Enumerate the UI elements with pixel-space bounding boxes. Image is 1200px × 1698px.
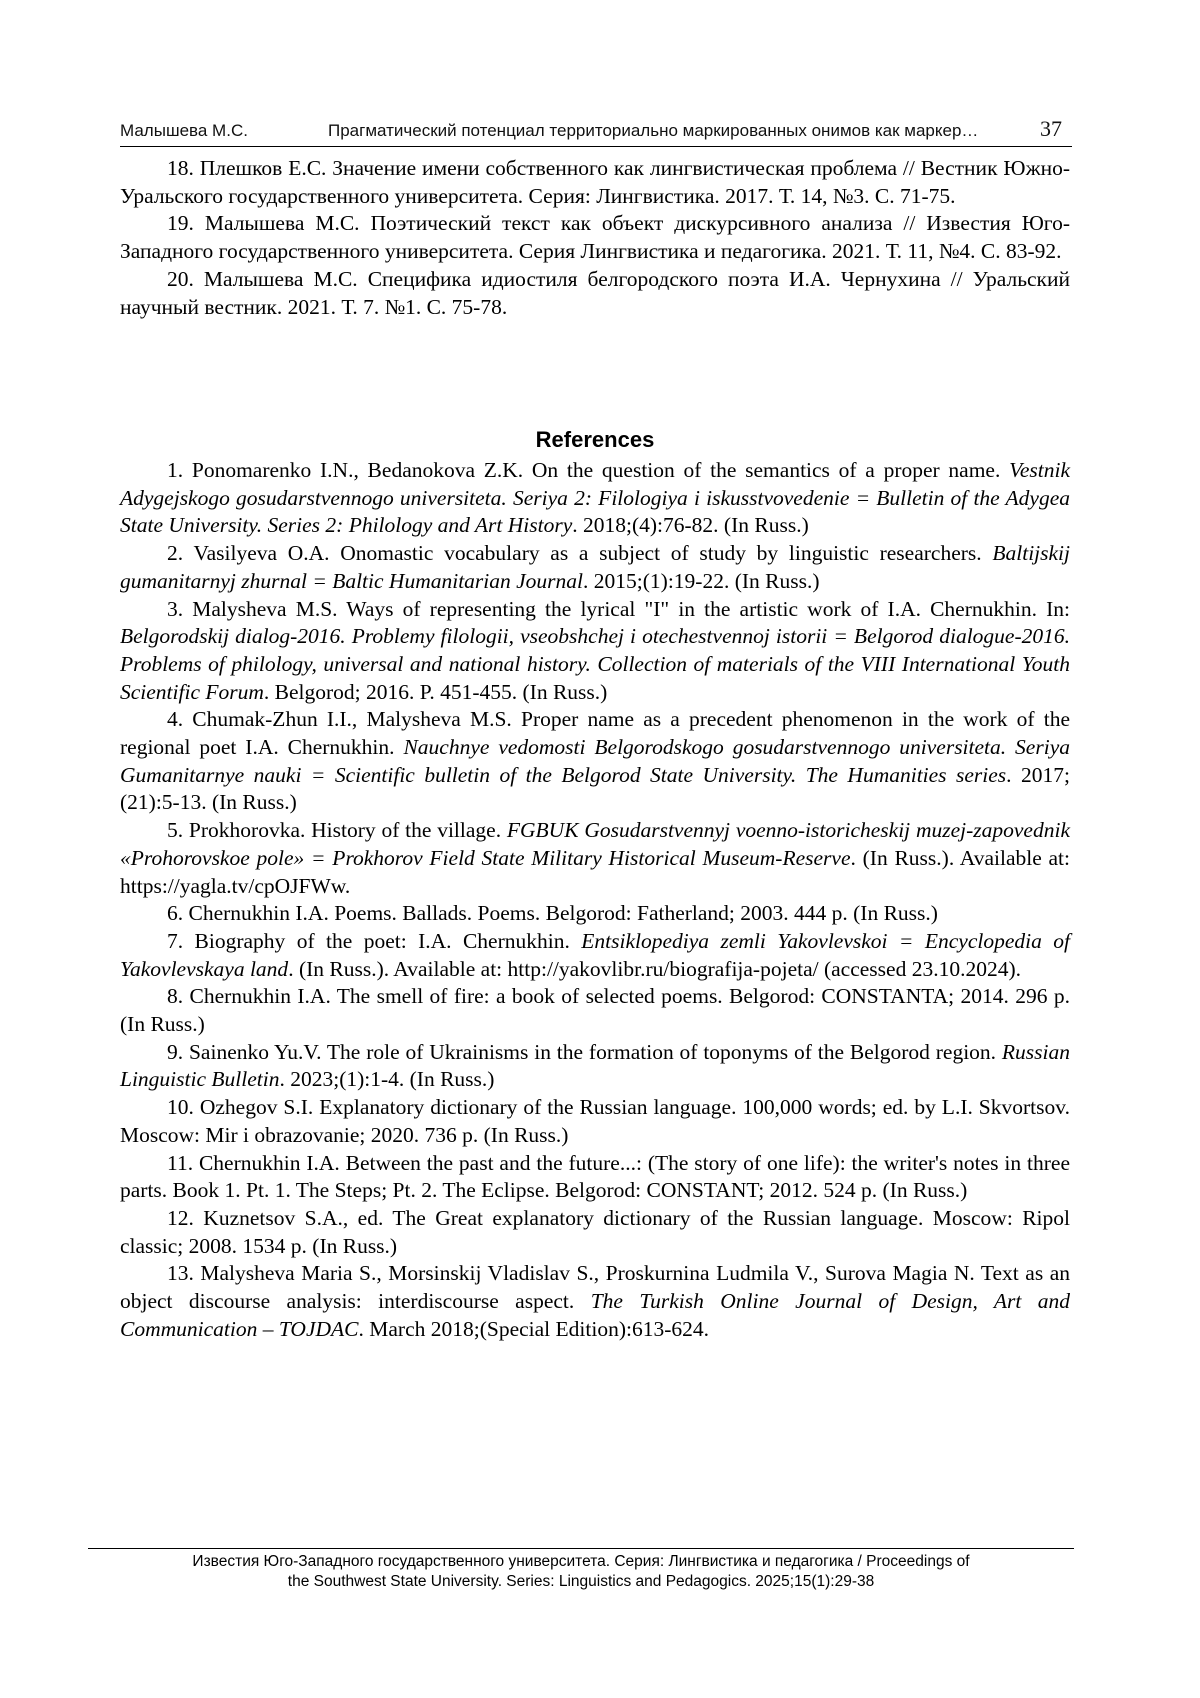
reference-item: [120, 596, 1070, 707]
reference-source-title: Baltijskij gumanitarnyj zhurnal = Baltic Humanitarian Journal: [120, 541, 1070, 593]
reference-details: . 2018;(4):76-82. (In Russ.): [572, 513, 809, 538]
russian-reference-list: [120, 155, 1070, 321]
reference-details: . 2023;(1):1-4. (In Russ.): [279, 1067, 495, 1092]
reference-item: [120, 706, 1070, 817]
reference-item: [120, 817, 1070, 900]
reference-item: 19. Малышева М.С. Поэтический текст как объект дискурсивного анализа // Известия Юго-Западного государственного университета. Серия Лингвистика и педагогика. 2021. Т. 11, №4. С. 83-92.: [120, 211, 1070, 264]
running-header: [120, 116, 1072, 147]
references-heading: References: [535, 427, 655, 452]
header-article-title: Прагматический потенциал территориально маркированных онимов как маркер…: [328, 121, 979, 140]
reference-item: [120, 540, 1070, 595]
reference-details: . 2015;(1):19-22. (In Russ.): [583, 568, 820, 593]
reference-source-title: Nauchnye vedomosti Belgorodskogo gosudarstvennogo universiteta. Seriya Gumanitarnye nauki = Scientific bulletin of the Belgorod State University. The Humanities series: [120, 735, 1070, 787]
reference-source-title: The Turkish Online Journal of Design, Art and Communication – TOJDAC: [120, 1289, 1071, 1341]
reference-source-title: Russian Linguistic Bulletin: [120, 1039, 1070, 1092]
footer-line-2: the Southwest State University. Series: Linguistics and Pedagogics. 2025;15(1):29-38: [287, 1573, 875, 1590]
page-number: 37: [1040, 116, 1062, 141]
reference-details: . March 2018;(Special Edition):613-624.: [358, 1316, 709, 1341]
reference-text: 12. Kuznetsov S.A., ed. The Great explanatory dictionary of the Russian language. Moscow: Ripol classic; 2008. 1534 p. (In Russ.): [120, 1205, 1070, 1258]
reference-item: 20. Малышева М.С. Специфика идиостиля белгородского поэта И.А. Чернухина // Уральский научный вестник. 2021. Т. 7. №1. С. 75-78.: [120, 266, 1070, 319]
reference-text: 11. Chernukhin I.A. Between the past and the future...: (The story of one life): the writer's notes in three parts. Book 1. Pt. 1. The Steps; Pt. 2. The Eclipse. Belgorod: CONSTANT; 2012. 524 p. (In Russ.): [120, 1150, 1070, 1203]
reference-item: [120, 457, 1070, 540]
reference-text: 13. Malysheva Maria S., Morsinskij Vladislav S., Proskurnina Ludmila V., Surova Magia N. Text as an object discourse analysis: interdiscourse aspect.: [120, 1261, 1070, 1314]
reference-item: [120, 983, 1070, 1038]
reference-text: 2. Vasilyeva O.A. Onomastic vocabulary as a subject of study by linguistic researchers.: [167, 541, 993, 566]
reference-item: [120, 1260, 1070, 1343]
reference-details: . (In Russ.). Available at: https://yagla.tv/cpOJFWw.: [120, 845, 1070, 898]
reference-item: [120, 1039, 1070, 1094]
reference-source-title: Vestnik Adygejskogo gosudarstvennogo universiteta. Seriya 2: Filologiya i iskusstvovedenie = Bulletin of the Adygea State University. Series 2: Philology and Art History: [120, 458, 1070, 538]
header-author: Малышева М.С.: [120, 121, 248, 140]
reference-text: 1. Ponomarenko I.N., Bedanokova Z.K. On the question of the semantics of a proper name.: [167, 458, 1010, 482]
reference-item: [120, 1094, 1070, 1149]
reference-text: 7. Biography of the poet: I.A. Chernukhin.: [167, 928, 582, 953]
reference-text: 4. Chumak-Zhun I.I., Malysheva M.S. Proper name as a precedent phenomenon in the work of the regional poet I.A. Chernukhin.: [120, 707, 1070, 760]
reference-details: . Belgorod; 2016. P. 451-455. (In Russ.): [263, 679, 608, 704]
footer-line-1: Известия Юго-Западного государственного университета. Серия: Лингвистика и педагогика / Proceedings of: [192, 1553, 970, 1570]
reference-item: [120, 1150, 1070, 1205]
reference-text: 9. Sainenko Yu.V. The role of Ukrainisms in the formation of toponyms of the Belgorod region.: [167, 1039, 1002, 1064]
english-reference-list: [120, 457, 1070, 1344]
reference-details: . 2017;(21):5-13. (In Russ.): [120, 762, 1070, 815]
reference-text: 10. Ozhegov S.I. Explanatory dictionary of the Russian language. 100,000 words; ed. by L.I. Skvortsov. Moscow: Mir i obrazovanie; 2020. 736 p. (In Russ.): [120, 1095, 1070, 1147]
reference-text: 6. Chernukhin I.A. Poems. Ballads. Poems. Belgorod: Fatherland; 2003. 444 p. (In Russ.): [167, 901, 938, 926]
reference-source-title: Belgorodskij dialog-2016. Problemy filologii, vseobshchej i otechestvennoj istorii = Belgorod dialogue-2016. Problems of philology, universal and national history. Collection of materials of the VIII International Youth Scientific Forum: [120, 624, 1070, 704]
reference-item: 18. Плешков Е.С. Значение имени собственного как лингвистическая проблема // Вестник Южно-Уральского государственного университета. Серия: Лингвистика. 2017. Т. 14, №3. С. 71-75.: [120, 156, 1070, 208]
page-footer: [88, 1548, 1074, 1592]
reference-text: 3. Malysheva M.S. Ways of representing the lyrical "I" in the artistic work of I.A. Chernukhin. In:: [167, 596, 1070, 621]
reference-details: . (In Russ.). Available at: http://yakovlibr.ru/biografija-pojeta/ (accessed 23.10.2024).: [288, 956, 1021, 981]
reference-source-title: FGBUK Gosudarstvennyj voenno-istoricheskij muzej-zapovednik «Prohorovskoe pole» = Prokhorov Field State Military Historical Museum-Reserve: [120, 818, 1070, 870]
reference-item: [120, 1205, 1070, 1260]
reference-item: [120, 900, 1070, 928]
reference-text: 5. Prokhorovka. History of the village.: [167, 818, 507, 843]
reference-text: 8. Chernukhin I.A. The smell of fire: a book of selected poems. Belgorod: CONSTANTA; 2014. 296 p. (In Russ.): [120, 984, 1070, 1037]
reference-source-title: Entsiklopediya zemli Yakovlevskoi = Encyclopedia of Yakovlevskaya land: [120, 928, 1070, 981]
reference-item: [120, 928, 1070, 983]
